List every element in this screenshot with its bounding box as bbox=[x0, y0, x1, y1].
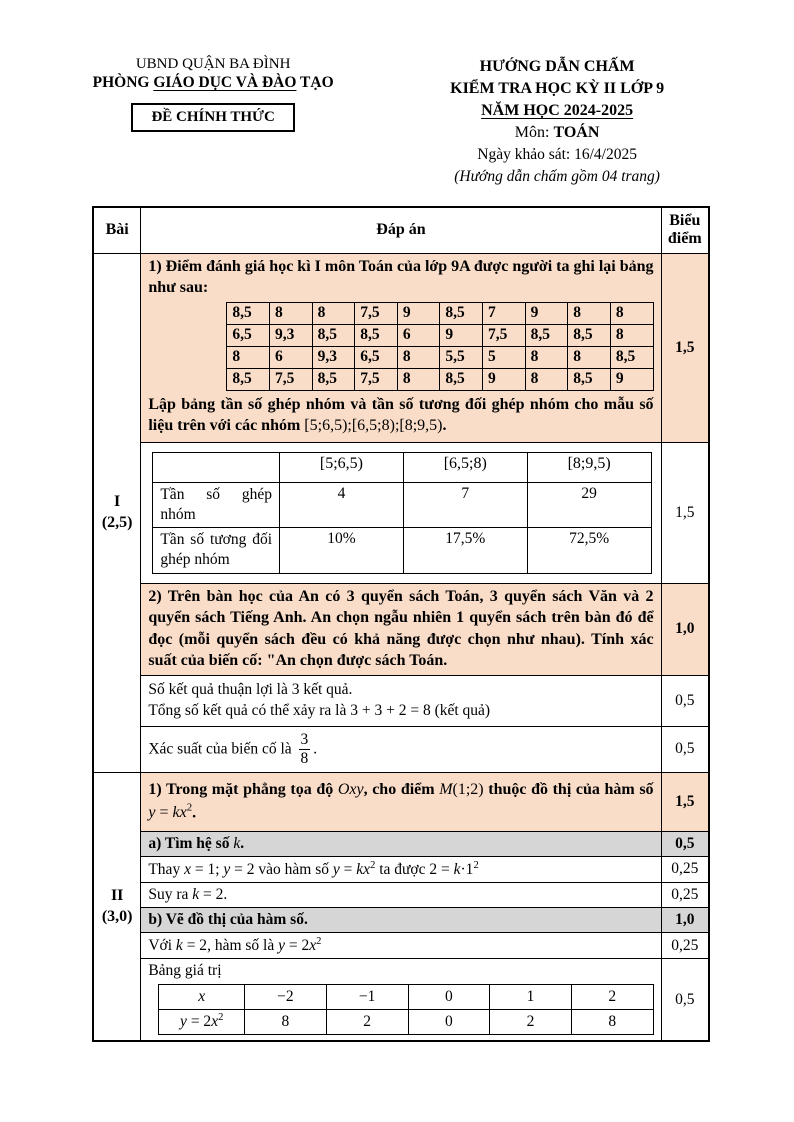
score-cell: 9 bbox=[482, 368, 525, 390]
score-cell-probability: 0,5 bbox=[661, 726, 709, 773]
score-cell: 8,5 bbox=[312, 324, 355, 346]
value-table-answer bbox=[141, 959, 661, 1041]
ii-question-1-statement bbox=[141, 773, 661, 832]
score-cell: 8 bbox=[397, 368, 439, 390]
department-prefix: PHÒNG bbox=[92, 74, 154, 91]
x-value-cell: −2 bbox=[245, 985, 327, 1010]
score-cell-q1: 1,5 bbox=[661, 253, 709, 442]
scores-grid bbox=[226, 302, 653, 391]
score-cell: 8 bbox=[610, 324, 653, 346]
score-cell: 8 bbox=[312, 302, 355, 324]
frequency-value-cell: 7 bbox=[403, 482, 527, 527]
score-cell: 8,5 bbox=[610, 346, 653, 368]
group-label-cell: [5;6,5) bbox=[280, 452, 404, 482]
section-ii-numeral: II bbox=[110, 886, 124, 904]
header-left-block bbox=[48, 56, 378, 187]
score-cell: 7,5 bbox=[355, 302, 398, 324]
score-cell: 6,5 bbox=[355, 346, 398, 368]
y-row-label: $y = 2x^2$ bbox=[159, 1010, 245, 1035]
score-cell: 8 bbox=[610, 302, 653, 324]
col-header-dapan: Đáp án bbox=[141, 207, 661, 253]
score-cell: 5,5 bbox=[440, 346, 483, 368]
frequency-row bbox=[153, 482, 651, 527]
group-label-cell: [8;9,5) bbox=[527, 452, 651, 482]
row-i-frequency-answer bbox=[93, 442, 709, 583]
score-cell-outcomes: 0,5 bbox=[661, 675, 709, 726]
row-ii-value-table bbox=[93, 959, 709, 1041]
x-row-label: x bbox=[159, 985, 245, 1010]
col-header-bieudiem: Biểu điểm bbox=[661, 207, 709, 253]
relative-frequency-value-cell: 17,5% bbox=[403, 528, 527, 573]
score-cell: 9,3 bbox=[312, 346, 355, 368]
department-name bbox=[48, 74, 378, 92]
row-ii-part-a-heading bbox=[93, 831, 709, 856]
x-value-cell: 2 bbox=[571, 985, 653, 1010]
question-2-text: 2) Trên bàn học của An có 3 quyển sách Toán, 3 quyển sách Văn và 2 quyển sách Tiếng Anh. An chọn ngẫu nhiên 1 quyển sách trên bàn đó để đọc (mỗi quyển sách đều có khả năng được chọn như nhau). Tính xác suất của biến cố: "An chọn được sách Toán. bbox=[148, 587, 654, 670]
score-cell: 8,5 bbox=[355, 324, 398, 346]
score-cell: 8,5 bbox=[440, 302, 483, 324]
score-cell: 8,5 bbox=[568, 324, 611, 346]
x-value-cell: −1 bbox=[326, 985, 408, 1010]
part-a-heading: a) Tìm hệ số k. bbox=[141, 831, 661, 856]
score-cell: 7,5 bbox=[355, 368, 398, 390]
score-cell: 8 bbox=[525, 368, 568, 390]
score-cell: 9,3 bbox=[269, 324, 312, 346]
score-cell-substitute: 0,25 bbox=[661, 856, 709, 882]
score-cell-function: 0,25 bbox=[661, 932, 709, 958]
relative-frequency-value-cell: 10% bbox=[280, 528, 404, 573]
score-cell: 8,5 bbox=[312, 368, 355, 390]
row-i-question-2 bbox=[93, 583, 709, 675]
score-cell: 9 bbox=[525, 302, 568, 324]
grouping-instruction: Lập bảng tần số ghép nhóm và tần số tương đối ghép nhóm cho mẫu số liệu trên với các nhóm [5;6,5);[6,5;8);[8;9,5). bbox=[148, 395, 654, 435]
probability-answer bbox=[141, 726, 661, 773]
relative-frequency-row bbox=[153, 528, 651, 573]
score-cell: 9 bbox=[440, 324, 483, 346]
grid-row bbox=[227, 302, 653, 324]
frequency-table bbox=[152, 452, 651, 574]
section-i-points: (2,5) bbox=[101, 513, 133, 531]
score-cell-part-a: 0,5 bbox=[661, 831, 709, 856]
doc-title: HƯỚNG DẪN CHẤM bbox=[479, 58, 635, 75]
score-cell: 8,5 bbox=[440, 368, 483, 390]
score-cell: 6,5 bbox=[227, 324, 270, 346]
score-cell: 6 bbox=[269, 346, 312, 368]
section-ii-points: (3,0) bbox=[101, 907, 133, 925]
total-outcomes-line: Tổng số kết quả có thể xảy ra là 3 + 3 + 2 = 8 (kết quả) bbox=[148, 701, 491, 719]
x-value-cell: 0 bbox=[408, 985, 490, 1010]
value-table-label: Bảng giá trị bbox=[148, 962, 222, 980]
question-1-statement bbox=[141, 253, 661, 442]
y-values-row bbox=[159, 1010, 653, 1035]
empty-corner-cell bbox=[153, 452, 280, 482]
frequency-value-cell: 4 bbox=[280, 482, 404, 527]
section-i-label bbox=[93, 253, 141, 773]
score-cell: 8,5 bbox=[227, 368, 270, 390]
question-2-statement bbox=[141, 583, 661, 675]
row-ii-k-result bbox=[93, 882, 709, 907]
relative-frequency-value-cell: 72,5% bbox=[527, 528, 651, 573]
document-header bbox=[0, 0, 794, 187]
grid-row bbox=[227, 346, 653, 368]
row-i-answer-probability bbox=[93, 726, 709, 773]
survey-date: Ngày khảo sát: 16/4/2025 bbox=[477, 146, 637, 164]
frequency-header-row bbox=[153, 452, 651, 482]
header-right-block bbox=[378, 56, 736, 187]
org-name: UBND QUẬN BA ĐÌNH bbox=[135, 56, 291, 72]
department-suffix: TẠO bbox=[296, 74, 334, 91]
score-cell: 8,5 bbox=[525, 324, 568, 346]
y-value-cell: 0 bbox=[408, 1010, 490, 1035]
score-cell-frequency: 1,5 bbox=[661, 442, 709, 583]
section-ii-label bbox=[93, 773, 141, 1041]
score-cell: 8 bbox=[525, 346, 568, 368]
score-cell: 7,5 bbox=[482, 324, 525, 346]
favorable-outcomes-line: Số kết quả thuận lợi là 3 kết quả. bbox=[148, 680, 353, 698]
score-cell: 8 bbox=[269, 302, 312, 324]
frequency-answer bbox=[141, 442, 661, 583]
function-step: Với k = 2, hàm số là $y = 2x^2$ bbox=[141, 932, 661, 958]
relative-frequency-row-label: Tần số tương đối ghép nhóm bbox=[153, 528, 280, 573]
score-cell: 8 bbox=[227, 346, 270, 368]
score-cell-ii-q1: 1,5 bbox=[661, 773, 709, 832]
substitute-step: Thay x = 1; y = 2 vào hàm số $y = kx^2$ ta được $2 = k\cdot 1^2$ bbox=[141, 856, 661, 882]
subject-name: TOÁN bbox=[553, 124, 600, 142]
x-value-cell: 1 bbox=[490, 985, 572, 1010]
group-label-cell: [6,5;8) bbox=[403, 452, 527, 482]
score-cell: 8,5 bbox=[568, 368, 611, 390]
school-year: NĂM HỌC 2024-2025 bbox=[481, 102, 634, 120]
score-cell: 5 bbox=[482, 346, 525, 368]
exam-title: KIỂM TRA HỌC KỲ II LỚP 9 bbox=[450, 80, 665, 98]
row-ii-substitute-step bbox=[93, 856, 709, 882]
subject-line bbox=[378, 122, 736, 144]
score-cell: 8 bbox=[568, 302, 611, 324]
table-header-row bbox=[93, 207, 709, 253]
probability-line: Xác suất của biến cố là $\frac{3}{8}$ . bbox=[148, 730, 318, 767]
score-cell: 9 bbox=[397, 302, 439, 324]
answer-key-table bbox=[92, 206, 710, 1042]
score-cell-q2: 1,0 bbox=[661, 583, 709, 675]
score-cell-part-b: 1,0 bbox=[661, 907, 709, 932]
page-count-note: (Hướng dẫn chấm gồm 04 trang) bbox=[454, 167, 660, 185]
y-value-cell: 2 bbox=[490, 1010, 572, 1035]
row-i-question-1 bbox=[93, 253, 709, 442]
department-underlined: GIÁO DỤC VÀ ĐÀO bbox=[153, 74, 297, 91]
score-cell: 9 bbox=[610, 368, 653, 390]
ii-question-1-text: 1) Trong mặt phẳng tọa độ Oxy, cho điểm M(1;2) thuộc đồ thị của hàm số $y = kx^2$. bbox=[148, 781, 654, 822]
official-exam-stamp: ĐỀ CHÍNH THỨC bbox=[131, 103, 294, 132]
row-ii-question-1 bbox=[93, 773, 709, 832]
subject-label: Môn: bbox=[514, 124, 554, 142]
score-cell: 8,5 bbox=[227, 302, 270, 324]
y-value-cell: 8 bbox=[571, 1010, 653, 1035]
score-cell: 8 bbox=[397, 346, 439, 368]
y-value-cell: 2 bbox=[326, 1010, 408, 1035]
score-cell: 7 bbox=[482, 302, 525, 324]
frequency-row-label: Tần số ghép nhóm bbox=[153, 482, 280, 527]
score-cell-k-result: 0,25 bbox=[661, 882, 709, 907]
grid-row bbox=[227, 368, 653, 390]
score-cell: 6 bbox=[397, 324, 439, 346]
outcomes-answer bbox=[141, 675, 661, 726]
col-header-bai: Bài bbox=[93, 207, 141, 253]
x-values-row bbox=[159, 985, 653, 1010]
section-i-numeral: I bbox=[114, 493, 121, 511]
score-cell: 7,5 bbox=[269, 368, 312, 390]
question-1-text: 1) Điểm đánh giá học kì I môn Toán của lớp 9A được người ta ghi lại bảng như sau: bbox=[148, 257, 654, 297]
y-value-cell: 8 bbox=[245, 1010, 327, 1035]
part-b-heading: b) Vẽ đồ thị của hàm số. bbox=[141, 907, 661, 932]
row-ii-function-step bbox=[93, 932, 709, 958]
value-table bbox=[158, 984, 653, 1035]
k-result-step: Suy ra k = 2. bbox=[141, 882, 661, 907]
grid-row bbox=[227, 324, 653, 346]
frequency-value-cell: 29 bbox=[527, 482, 651, 527]
score-cell: 8 bbox=[568, 346, 611, 368]
score-cell-value-table: 0,5 bbox=[661, 959, 709, 1041]
row-i-answer-outcomes bbox=[93, 675, 709, 726]
row-ii-part-b-heading bbox=[93, 907, 709, 932]
